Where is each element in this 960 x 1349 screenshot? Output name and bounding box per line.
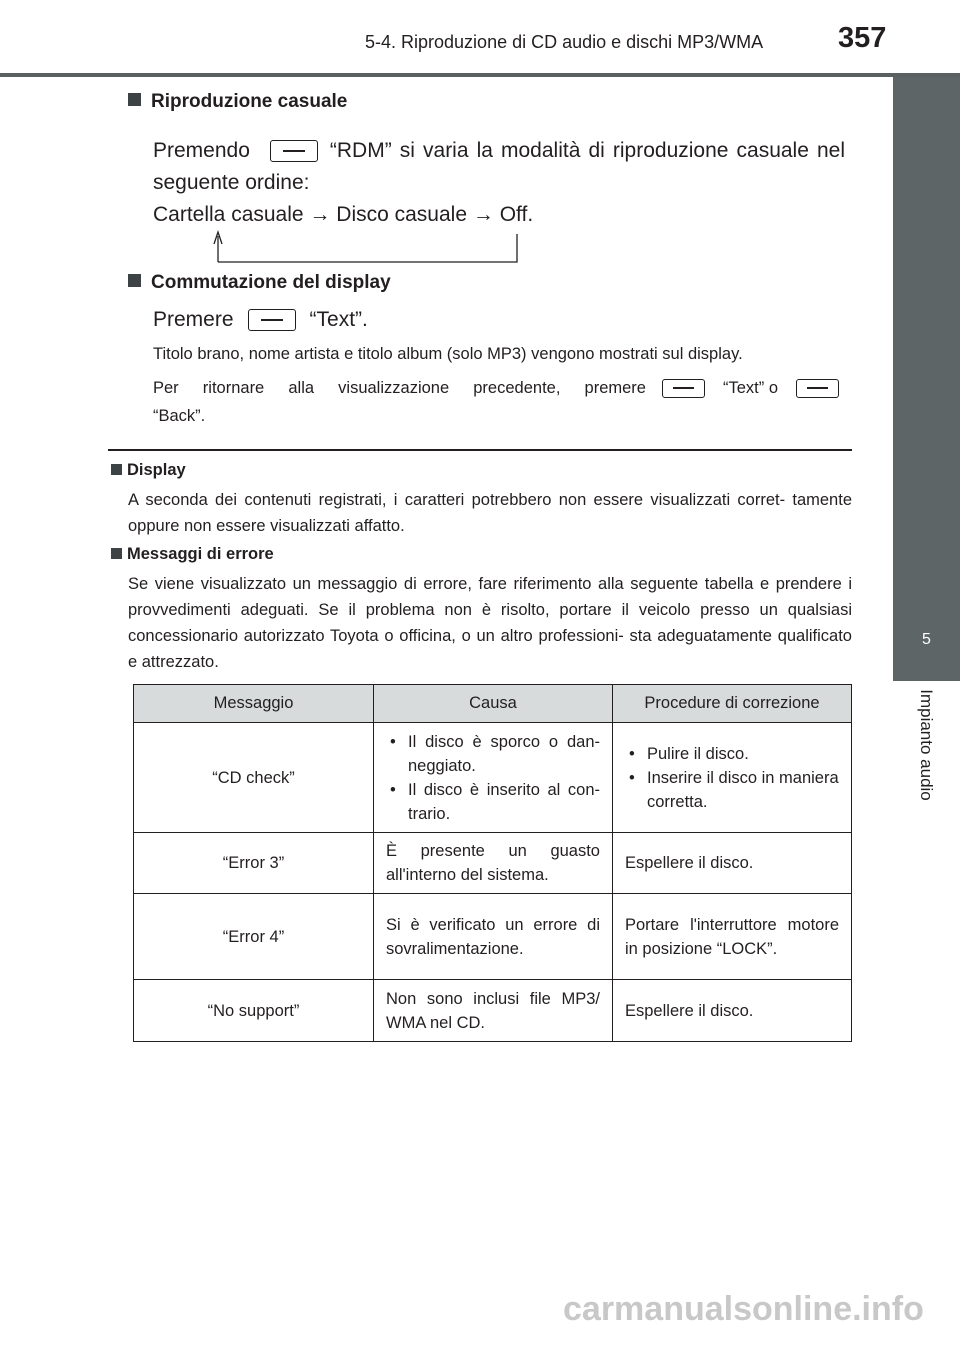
- list-item: • Il disco è inserito al con- trario.: [386, 778, 600, 826]
- list-item: • Pulire il disco.: [625, 742, 839, 766]
- table-header-row: [134, 685, 852, 723]
- section-header: 5-4. Riproduzione di CD audio e dischi MP3/WMA: [365, 32, 764, 52]
- fix-cell: Portare l'interruttore motore in posizione “LOCK”.: [613, 894, 852, 980]
- list-item: • Il disco è sporco o dan- neggiato.: [386, 730, 600, 778]
- display-text: A seconda dei contenuti registrati, i caratteri potrebbero non essere visualizzati corret- tamente oppure non essere visualizzati affatto.: [128, 491, 852, 535]
- square-bullet-icon: [128, 93, 141, 106]
- table-row: [134, 980, 852, 1042]
- section-divider: [108, 449, 852, 451]
- cause-cell: [374, 723, 613, 833]
- fix-cell: Espellere il disco.: [613, 980, 852, 1042]
- text-button-icon: [248, 309, 296, 331]
- cause-cell: È presente un guasto all'interno del sistema.: [374, 833, 613, 894]
- back-button-icon: [796, 379, 839, 398]
- page-number: 357: [838, 22, 887, 54]
- table-row: [134, 894, 852, 980]
- table-row: [134, 833, 852, 894]
- fix-cell: Espellere il disco.: [613, 833, 852, 894]
- text-button-icon: [662, 379, 705, 398]
- random-sequence: Cartella casuale → Disco casuale → Off.: [153, 203, 534, 226]
- message-cell: “No support”: [134, 980, 374, 1042]
- display-switch-note1: Titolo brano, nome artista e titolo album (solo MP3) vengono mostrati sul display.: [153, 345, 743, 363]
- rdm-button-icon: [270, 140, 318, 162]
- cause-cell: Si è verificato un errore di sovralimentazione.: [374, 894, 613, 980]
- chapter-tab-number: 5: [893, 599, 960, 681]
- column-header: Procedure di correzione: [613, 685, 852, 723]
- message-cell: “Error 4”: [134, 894, 374, 980]
- message-cell: “Error 3”: [134, 833, 374, 894]
- chapter-tab-bar: [893, 77, 960, 599]
- random-paragraph: Premendo “RDM” si varia la modalità di riproduzione casuale nel seguente ordine: Cartella casuale → Disco casuale → Off.: [153, 135, 845, 231]
- display-switch-line: Premere “Text”.: [153, 308, 368, 331]
- chapter-tab-title: Impianto audio: [917, 689, 936, 801]
- watermark-logo: carmanualsonline.info: [563, 1290, 924, 1328]
- error-table: [133, 684, 852, 1042]
- list-item: • Inserire il disco in maniera corretta.: [625, 766, 839, 814]
- display-switch-heading: Commutazione del display: [128, 272, 391, 294]
- cause-cell: Non sono inclusi file MP3/ WMA nel CD.: [374, 980, 613, 1042]
- column-header: Causa: [374, 685, 613, 723]
- header-rule: [0, 73, 960, 77]
- errors-heading: Messaggi di errore: [111, 545, 274, 564]
- errors-text: Se viene visualizzato un messaggio di errore, fare riferimento alla seguente tabella e prendere i provvedimenti adeguati. Se il problema non è risolto, portare il veicolo presso un qualsiasi concessionario autorizzato Toyota o officina, o un altro professioni- sta adeguatamente qualificato e attrezzato.: [128, 575, 852, 671]
- display-heading: Display: [111, 461, 186, 480]
- message-cell: “CD check”: [134, 723, 374, 833]
- loop-arrow: [210, 228, 530, 268]
- display-switch-note2: Per ritornare alla visualizzazione precedente, premere “Text” o “Back”.: [153, 374, 845, 430]
- fix-cell: [613, 723, 852, 833]
- square-bullet-icon: [128, 274, 141, 287]
- square-bullet-icon: [111, 464, 122, 475]
- table-row: [134, 723, 852, 833]
- random-heading: Riproduzione casuale: [128, 91, 347, 113]
- column-header: Messaggio: [134, 685, 374, 723]
- square-bullet-icon: [111, 548, 122, 559]
